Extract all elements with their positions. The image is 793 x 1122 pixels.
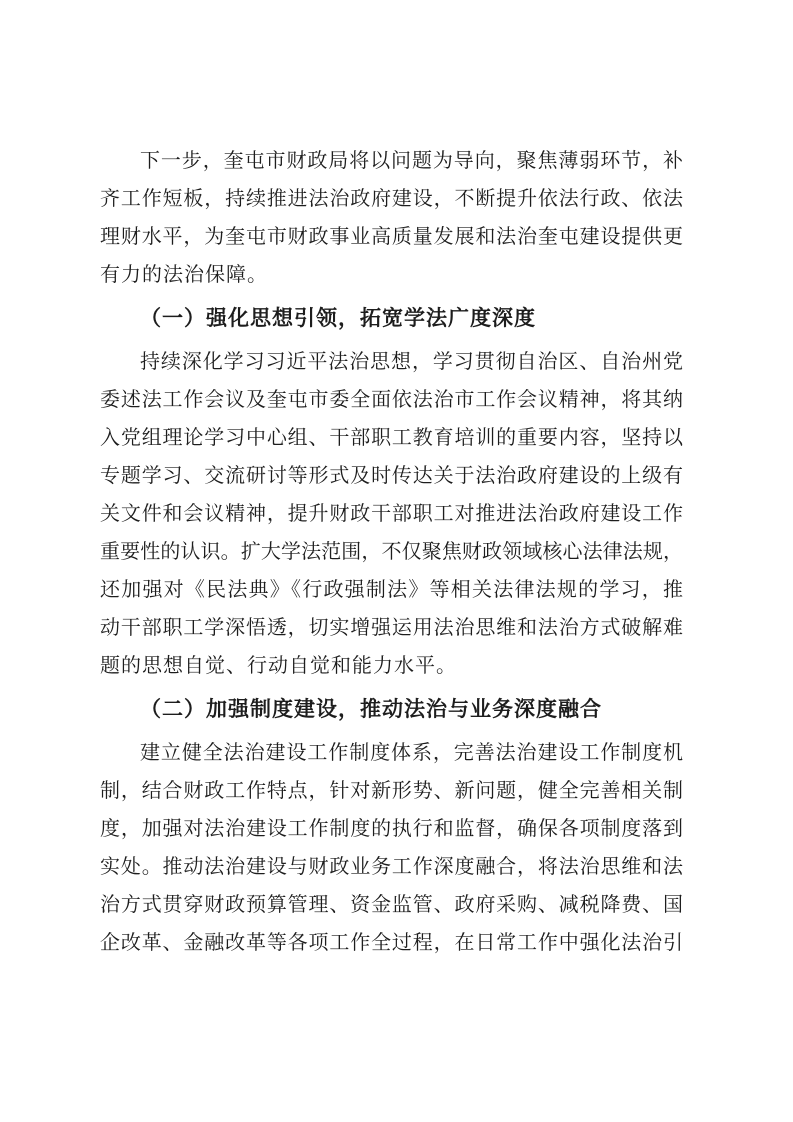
- text-line: 入党组理论学习中心组、干部职工教育培训的重要内容，坚持以: [100, 427, 683, 449]
- text-line: 持续深化学习习近平法治思想，学习贯彻自治区、自治州党: [140, 351, 683, 373]
- text-line: 治方式贯穿财政预算管理、资金监管、政府采购、减税降费、国: [100, 894, 683, 916]
- text-line: 动干部职工学深悟透，切实增强运用法治思维和法治方式破解难: [100, 617, 683, 639]
- text-line: 委述法工作会议及奎屯市委全面依法治市工作会议精神，将其纳: [100, 389, 683, 411]
- text-line: 度，加强对法治建设工作制度的执行和监督，确保各项制度落到: [100, 818, 683, 840]
- document-content: [100, 142, 683, 962]
- text-line: 还加强对《民法典》《行政强制法》等相关法律法规的学习，推: [100, 579, 683, 601]
- text-line: 重要性的认识。扩大学法范围，不仅聚焦财政领域核心法律法规，: [100, 541, 683, 563]
- text-line: 齐工作短板，持续推进法治政府建设，不断提升依法行政、依法: [100, 188, 683, 210]
- text-line: 企改革、金融改革等各项工作全过程，在日常工作中强化法治引: [100, 932, 683, 954]
- text-line: 关文件和会议精神，提升财政干部职工对推进法治政府建设工作: [100, 503, 683, 525]
- heading-section-1: （一）强化思想引领，拓宽学法广度深度: [140, 306, 536, 330]
- text-line: 实处。推动法治建设与财政业务工作深度融合，将法治思维和法: [100, 856, 683, 878]
- text-line: 下一步，奎屯市财政局将以问题为导向，聚焦薄弱环节，补: [140, 150, 683, 172]
- text-line: 题的思想自觉、行动自觉和能力水平。: [100, 655, 457, 677]
- section-1-paragraph: [100, 343, 683, 685]
- text-line: 专题学习、交流研讨等形式及时传达关于法治政府建设的上级有: [100, 465, 683, 487]
- heading-section-2: （二）加强制度建设，推动法治与业务深度融合: [140, 697, 602, 721]
- text-line: 理财水平，为奎屯市财政事业高质量发展和法治奎屯建设提供更: [100, 226, 683, 248]
- intro-paragraph: [100, 142, 683, 294]
- text-line: 建立健全法治建设工作制度体系，完善法治建设工作制度机: [140, 742, 683, 764]
- section-2-paragraph: [100, 734, 683, 962]
- text-line: 有力的法治保障。: [100, 264, 268, 286]
- text-line: 制，结合财政工作特点，针对新形势、新问题，健全完善相关制: [100, 780, 683, 802]
